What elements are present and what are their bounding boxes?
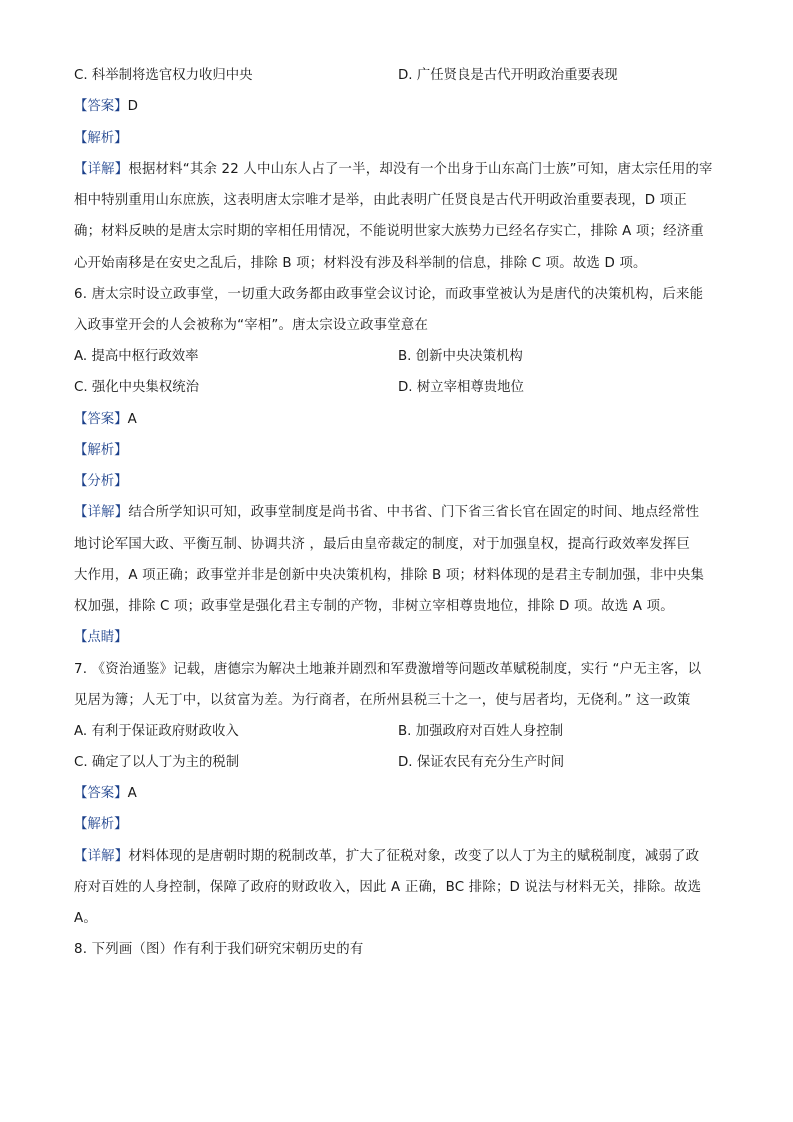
- q5-detail-line: 【详解】根据材料“其余 22 人中山东人占了一半，却没有一个出身于山东高门士族”可知，唐太宗任用的宰: [74, 162, 713, 177]
- q6-detail-line: 权加强，排除 C 项；政事堂是强化君主专制的产物，非树立宰相尊贵地位，排除 D 项。故选 A 项。: [74, 599, 674, 614]
- answer-value: D: [127, 99, 138, 114]
- answer-tag: 【答案】: [74, 99, 128, 114]
- q6-option-a: A. 提高中枢行政效率: [74, 349, 199, 364]
- q7-option-c: C. 确定了以人丁为主的税制: [74, 755, 240, 770]
- q6-stem-line: 6. 唐太宗时设立政事堂，一切重大政务都由政事堂会议讨论，而政事堂被认为是唐代的决策机构，后来能: [74, 287, 704, 302]
- detail-tag: 【详解】: [74, 849, 129, 864]
- q5-detail-line: 心开始南移是在安史之乱后，排除 B 项；材料没有涉及科举制的信息，排除 C 项。故选 D 项。: [74, 256, 647, 271]
- q5-answer: [74, 97, 138, 117]
- q5-option-d: D. 广任贤良是古代开明政治重要表现: [398, 68, 618, 83]
- q6-option-d: D. 树立宰相尊贵地位: [398, 380, 524, 395]
- q6-stem-line: 入政事堂开会的人会被称为“宰相”。唐太宗设立政事堂意在: [74, 318, 429, 333]
- answer-value: A: [127, 786, 137, 801]
- q6-option-c: C. 强化中央集权统治: [74, 380, 199, 395]
- q7-stem-line: 见居为簿；人无丁中，以贫富为差。为行商者，在所州县税三十之一，使与居者均，无侥利。” 这一政策: [74, 693, 691, 708]
- q7-stem-line: 7. 《资治通鉴》记载，唐德宗为解决土地兼并剧烈和军费激增等问题改革赋税制度，实行 “户无主客，以: [74, 662, 702, 677]
- q6-detail-line: 大作用，A 项正确；政事堂并非是创新中央决策机构，排除 B 项；材料体现的是君主专制加强，非中央集: [74, 568, 705, 583]
- q7-detail-line: A。: [74, 911, 97, 926]
- answer-tag: 【答案】: [74, 786, 128, 801]
- analysis-tag: 【解析】: [74, 817, 128, 832]
- q7-option-a: A. 有利于保证政府财政收入: [74, 724, 239, 739]
- detail-tag: 【详解】: [74, 505, 129, 520]
- q6-fenxi-heading: [74, 472, 128, 492]
- analysis-tag: 【解析】: [74, 443, 128, 458]
- dianjing-tag: 【点睛】: [74, 630, 128, 645]
- q7-option-b: B. 加强政府对百姓人身控制: [398, 724, 563, 739]
- q5-detail-line: 确；材料反映的是唐太宗时期的宰相任用情况，不能说明世家大族势力已经名存实亡，排除 A 项；经济重: [74, 224, 704, 239]
- q7-detail-line: 府对百姓的人身控制，保障了政府的财政收入，因此 A 正确，BC 排除；D 说法与材料无关，排除。故选: [74, 880, 702, 895]
- q6-option-b: B. 创新中央决策机构: [398, 349, 523, 364]
- q8-stem-line: 8. 下列画（图）作有利于我们研究宋朝历史的有: [74, 942, 364, 957]
- q6-detail-line: 地讨论军国大政、平衡互制、协调共济 ，最后由皇帝裁定的制度，对于加强皇权，提高行政效率发挥巨: [74, 537, 691, 552]
- q6-answer: [74, 410, 137, 430]
- detail-tag: 【详解】: [74, 162, 129, 177]
- q5-detail-line: 相中特别重用山东庶族，这表明唐太宗唯才是举，由此表明广任贤良是古代开明政治重要表现，D 项正: [74, 193, 687, 208]
- answer-value: A: [127, 412, 137, 427]
- q7-analysis-heading: [74, 815, 128, 835]
- q7-answer: [74, 784, 137, 804]
- analysis-tag: 【解析】: [74, 131, 128, 146]
- q7-detail-line: 【详解】材料体现的是唐朝时期的税制改革，扩大了征税对象，改变了以人丁为主的赋税制度，减弱了政: [74, 849, 700, 864]
- q6-analysis-heading: [74, 441, 128, 461]
- q7-option-d: D. 保证农民有充分生产时间: [398, 755, 565, 770]
- q6-dianjing-heading: [74, 628, 128, 648]
- fenxi-tag: 【分析】: [74, 474, 128, 489]
- answer-tag: 【答案】: [74, 412, 128, 427]
- q5-analysis-heading: [74, 129, 128, 149]
- q5-option-c: C. 科举制将选官权力收归中央: [74, 68, 253, 83]
- q6-detail-line: 【详解】结合所学知识可知，政事堂制度是尚书省、中书省、门下省三省长官在固定的时间、地点经常性: [74, 505, 700, 520]
